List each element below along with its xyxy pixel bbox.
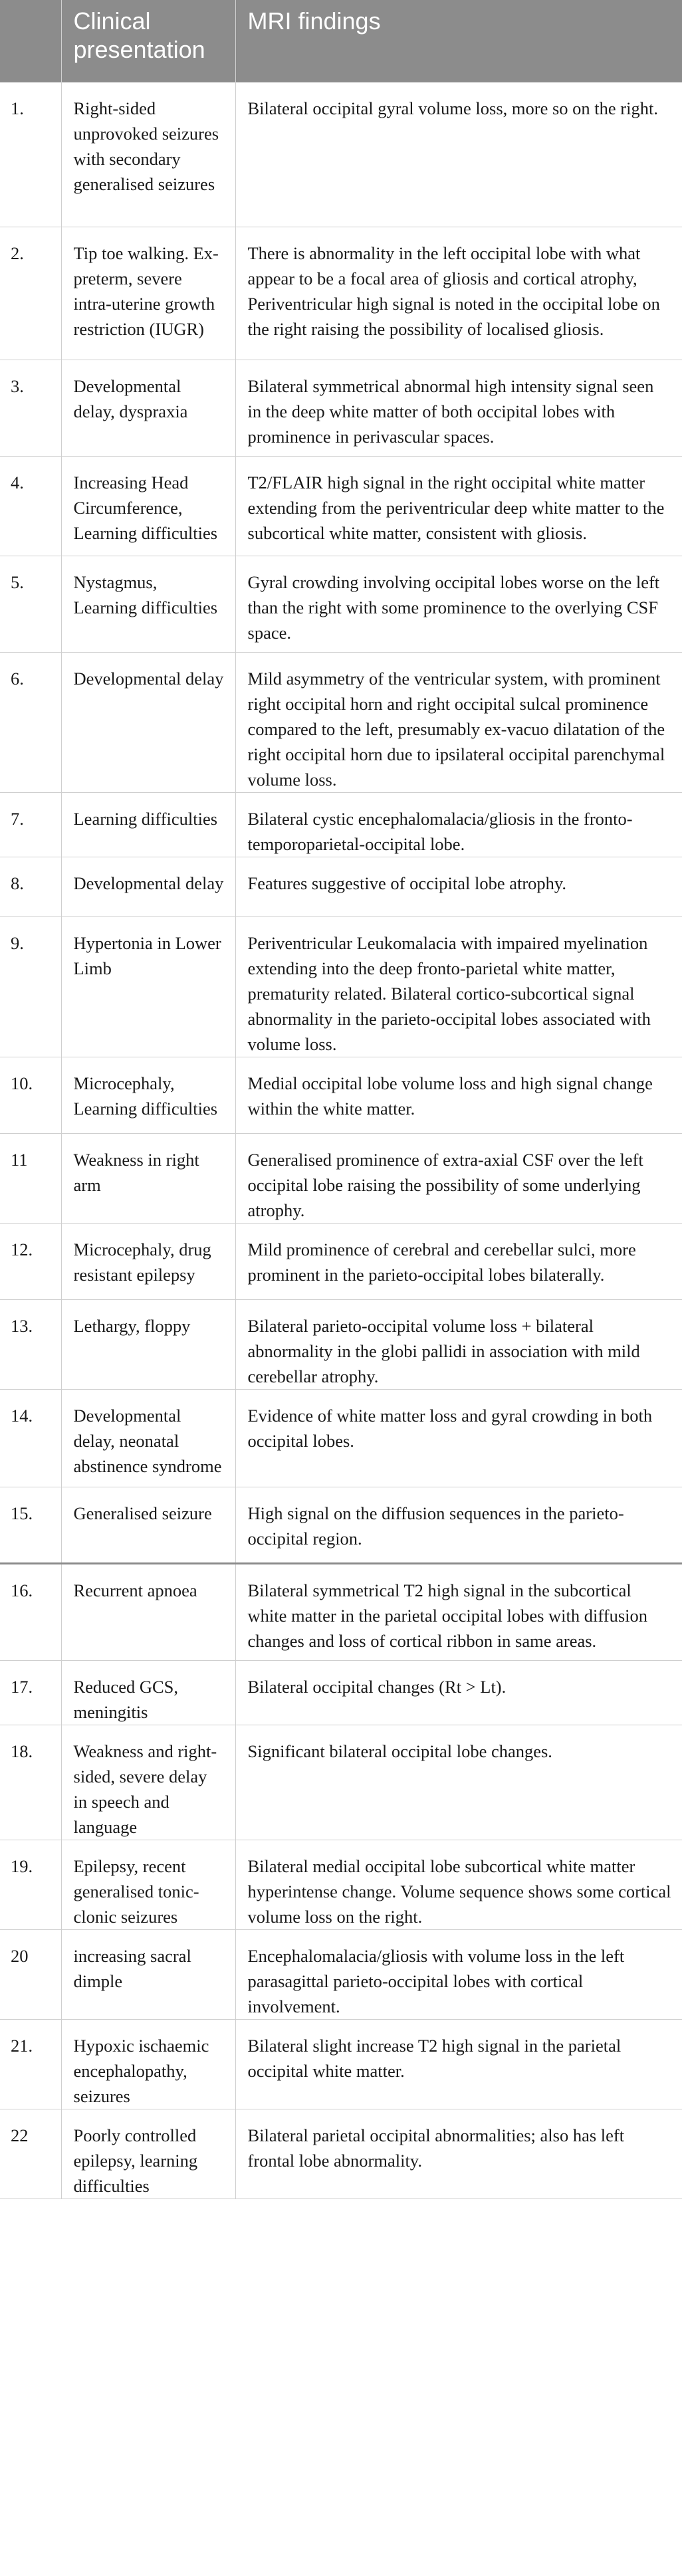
- mri-findings-cell: Mild asymmetry of the ventricular system, with prominent right occipital horn and right occipital sulcal prominence compared to the left, presumably ex-vacuo dilatation of the right occipital horn due to ipsilateral occipital parenchymal volume loss.: [235, 652, 682, 792]
- table-row: [0, 1389, 682, 1487]
- mri-findings-cell: Bilateral symmetrical T2 high signal in the subcortical white matter in the parietal occipital lobes with diffusion changes and loss of cortical ribbon in same areas.: [235, 1563, 682, 1660]
- row-number: 5.: [0, 556, 61, 652]
- row-number: 3.: [0, 360, 61, 456]
- row-number: 8.: [0, 857, 61, 916]
- row-number: 2.: [0, 227, 61, 360]
- table-row: [0, 1133, 682, 1223]
- row-number: 12.: [0, 1223, 61, 1299]
- clinical-presentation-cell: Hypoxic ischaemic encephalopathy, seizures: [61, 2019, 235, 2109]
- table-row: [0, 82, 682, 227]
- mri-findings-cell: Bilateral parietal occipital abnormalities; also has left frontal lobe abnormality.: [235, 2109, 682, 2199]
- row-number: 22: [0, 2109, 61, 2199]
- mri-findings-cell: Bilateral occipital changes (Rt > Lt).: [235, 1660, 682, 1725]
- mri-findings-cell: Medial occipital lobe volume loss and high signal change within the white matter.: [235, 1057, 682, 1133]
- table-row: [0, 2109, 682, 2199]
- table-row: [0, 1057, 682, 1133]
- row-number: 11: [0, 1133, 61, 1223]
- clinical-presentation-cell: Recurrent apnoea: [61, 1563, 235, 1660]
- table-row: [0, 1660, 682, 1725]
- mri-findings-cell: Significant bilateral occipital lobe changes.: [235, 1725, 682, 1840]
- row-number: 10.: [0, 1057, 61, 1133]
- table-row: [0, 916, 682, 1057]
- clinical-presentation-cell: Poorly controlled epilepsy, learning difficulties: [61, 2109, 235, 2199]
- table-row: [0, 1840, 682, 1929]
- header-clinical-presentation: Clinical presentation: [61, 0, 235, 82]
- mri-findings-cell: Periventricular Leukomalacia with impaired myelination extending into the deep fronto-parietal white matter, prematurity related. Bilateral cortico-subcortical signal abnormality in the parieto-occipital lobes associated with volume loss.: [235, 916, 682, 1057]
- row-number: 21.: [0, 2019, 61, 2109]
- clinical-presentation-cell: Developmental delay, neonatal abstinence syndrome: [61, 1389, 235, 1487]
- clinical-presentation-cell: Developmental delay, dyspraxia: [61, 360, 235, 456]
- table-row: [0, 1223, 682, 1299]
- clinical-presentation-cell: Microcephaly, drug resistant epilepsy: [61, 1223, 235, 1299]
- mri-findings-cell: Bilateral occipital gyral volume loss, more so on the right.: [235, 82, 682, 227]
- clinical-presentation-cell: Nystagmus, Learning difficulties: [61, 556, 235, 652]
- clinical-presentation-cell: Developmental delay: [61, 652, 235, 792]
- row-number: 19.: [0, 1840, 61, 1929]
- row-number: 20: [0, 1929, 61, 2019]
- header-mri-findings: MRI findings: [247, 7, 381, 35]
- table-row: [0, 857, 682, 916]
- table-row: [0, 1929, 682, 2019]
- row-number: 16.: [0, 1563, 61, 1660]
- table-row: [0, 227, 682, 360]
- clinical-presentation-cell: Tip toe walking. Ex-preterm, severe intra-uterine growth restriction (IUGR): [61, 227, 235, 360]
- clinical-presentation-cell: Reduced GCS, meningitis: [61, 1660, 235, 1725]
- mri-findings-cell: Mild prominence of cerebral and cerebellar sulci, more prominent in the parieto-occipital lobes bilaterally.: [235, 1223, 682, 1299]
- table-row: [0, 360, 682, 456]
- table-row: [0, 456, 682, 556]
- header-number: [0, 0, 61, 82]
- header-row: [0, 0, 682, 82]
- table-row: [0, 556, 682, 652]
- mri-findings-cell: Bilateral symmetrical abnormal high intensity signal seen in the deep white matter of both occipital lobes with prominence in perivascular spaces.: [235, 360, 682, 456]
- table-row: [0, 652, 682, 792]
- mri-findings-cell: Bilateral slight increase T2 high signal in the parietal occipital white matter.: [235, 2019, 682, 2109]
- mri-findings-cell: High signal on the diffusion sequences in the parieto-occipital region.: [235, 1487, 682, 1563]
- mri-findings-cell: Generalised prominence of extra-axial CSF over the left occipital lobe raising the possibility of some underlying atrophy.: [235, 1133, 682, 1223]
- clinical-presentation-cell: Right-sided unprovoked seizures with secondary generalised seizures: [61, 82, 235, 227]
- clinical-presentation-cell: Lethargy, floppy: [61, 1299, 235, 1389]
- mri-findings-cell: Bilateral parieto-occipital volume loss + bilateral abnormality in the globi pallidi in association with mild cerebellar atrophy.: [235, 1299, 682, 1389]
- table-body: [0, 82, 682, 2199]
- row-number: 15.: [0, 1487, 61, 1563]
- mri-findings-cell: Gyral crowding involving occipital lobes worse on the left than the right with some prominence to the overlying CSF space.: [235, 556, 682, 652]
- clinical-presentation-cell: Epilepsy, recent generalised tonic-clonic seizures: [61, 1840, 235, 1929]
- mri-findings-cell: Bilateral medial occipital lobe subcortical white matter hyperintense change. Volume sequence shows some cortical volume loss on the right.: [235, 1840, 682, 1929]
- mri-findings-cell: T2/FLAIR high signal in the right occipital white matter extending from the periventricular deep white matter to the subcortical white matter, consistent with gliosis.: [235, 456, 682, 556]
- clinical-presentation-cell: Developmental delay: [61, 857, 235, 916]
- table-row: [0, 2019, 682, 2109]
- mri-findings-cell: Bilateral cystic encephalomalacia/gliosis in the fronto-temporoparietal-occipital lobe.: [235, 792, 682, 857]
- mri-findings-cell: Encephalomalacia/gliosis with volume loss in the left parasagittal parieto-occipital lobes with cortical involvement.: [235, 1929, 682, 2019]
- table-row: [0, 1299, 682, 1389]
- row-number: 1.: [0, 82, 61, 227]
- table-row: [0, 1563, 682, 1660]
- mri-findings-cell: Evidence of white matter loss and gyral crowding in both occipital lobes.: [235, 1389, 682, 1487]
- row-number: 9.: [0, 916, 61, 1057]
- mri-findings-cell: There is abnormality in the left occipital lobe with what appear to be a focal area of gliosis and cortical atrophy, Periventricular high signal is noted in the occipital lobe on the right raising the possibility of localised gliosis.: [235, 227, 682, 360]
- clinical-presentation-cell: Learning difficulties: [61, 792, 235, 857]
- row-number: 14.: [0, 1389, 61, 1487]
- table-row: [0, 1725, 682, 1840]
- table-row: [0, 1487, 682, 1563]
- row-number: 18.: [0, 1725, 61, 1840]
- clinical-presentation-cell: Weakness and right-sided, severe delay in speech and language: [61, 1725, 235, 1840]
- clinical-presentation-cell: Microcephaly, Learning difficulties: [61, 1057, 235, 1133]
- mri-findings-cell: Features suggestive of occipital lobe atrophy.: [235, 857, 682, 916]
- table-row: [0, 792, 682, 857]
- clinical-presentation-cell: Generalised seizure: [61, 1487, 235, 1563]
- row-number: 17.: [0, 1660, 61, 1725]
- row-number: 4.: [0, 456, 61, 556]
- row-number: 13.: [0, 1299, 61, 1389]
- clinical-presentation-cell: Hypertonia in Lower Limb: [61, 916, 235, 1057]
- clinical-presentation-cell: Weakness in right arm: [61, 1133, 235, 1223]
- clinical-presentation-cell: Increasing Head Circumference, Learning difficulties: [61, 456, 235, 556]
- row-number: 7.: [0, 792, 61, 857]
- clinical-presentation-cell: increasing sacral dimple: [61, 1929, 235, 2019]
- row-number: 6.: [0, 652, 61, 792]
